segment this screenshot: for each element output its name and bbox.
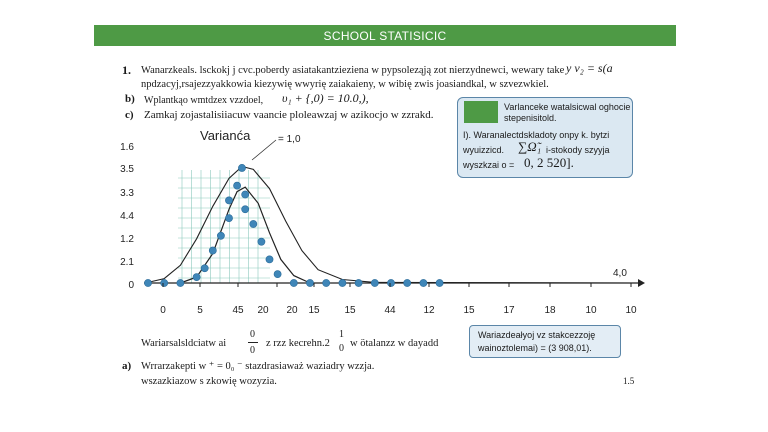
frac1-num: 0 <box>250 329 255 340</box>
part-b-formula: υ₁ + {,0) = 10.0,), <box>282 91 369 105</box>
series-curve-outer <box>148 167 634 284</box>
x-tick-label: 15 <box>308 305 320 316</box>
problem-number: 1. <box>122 63 131 77</box>
result-line-2: wainoztolemai) = (3 908,01). <box>478 343 592 353</box>
y-tick-label: 4.4 <box>120 211 134 222</box>
frac1-den: 0 <box>250 345 255 356</box>
data-point <box>355 279 362 286</box>
data-point <box>274 271 281 278</box>
below-line-1a: Wariarsalsldciatw ai <box>141 338 227 349</box>
chart-title: Varianća <box>200 128 251 143</box>
data-point <box>238 164 245 171</box>
y-tick-label: 3.3 <box>120 188 134 199</box>
info-line-4-end: i-stokody szyyja <box>546 145 610 155</box>
data-point <box>266 256 273 263</box>
page-number: 1.5 <box>623 376 635 386</box>
x-tick-label: 12 <box>423 305 435 316</box>
data-point <box>161 279 168 286</box>
x-tick-label: 0 <box>160 305 166 316</box>
y-tick-label: 1.2 <box>120 234 134 245</box>
data-point <box>201 265 208 272</box>
series-curve-inner <box>180 187 310 283</box>
data-point <box>258 238 265 245</box>
data-point <box>234 182 241 189</box>
x-tick-label: 44 <box>384 305 396 316</box>
data-point <box>339 279 346 286</box>
x-tick-label: 20 <box>257 305 269 316</box>
info-line-2: stepenisitold. <box>504 113 557 123</box>
data-point <box>436 279 443 286</box>
chart-annotation-peak: = 1,0 <box>278 134 301 145</box>
x-tick-label: 15 <box>344 305 356 316</box>
data-point <box>387 279 394 286</box>
info-line-5: wyszkzai o = <box>463 160 515 170</box>
data-point <box>177 279 184 286</box>
x-axis-arrow <box>638 279 645 287</box>
data-point <box>306 279 313 286</box>
data-point <box>217 232 224 239</box>
data-point <box>242 206 249 213</box>
below-line-1b: z rzz kecrehn.2 <box>266 338 330 349</box>
chart-annotation-leader <box>252 140 276 160</box>
data-point <box>323 279 330 286</box>
chart-x-ticks <box>160 283 637 316</box>
data-point <box>290 279 297 286</box>
part-a-label: a) <box>122 360 132 372</box>
info-line-1: Varlanceke watalsicwal oghocie <box>504 102 631 112</box>
x-tick-label: 17 <box>503 305 515 316</box>
part-c-text: Zamkaj zojastalisiiacuw vaancie ploleawzaj w azikocjo w zzrakd. <box>144 109 434 121</box>
part-a-text: Wrrarzakepti w ⁺ = 0₀ ⁻ stazdrasiaważ waziadry wzzja. <box>141 361 375 372</box>
frac2-num: 1 <box>339 329 344 340</box>
info-line-3: I). Waranalectdskladoty onpy k. bytzi <box>463 130 610 140</box>
info-line-4: wyuizzicd. <box>463 145 505 155</box>
data-point <box>225 197 232 204</box>
data-point <box>250 220 257 227</box>
info-line-5-formula: 0, 2 520]. <box>524 155 574 170</box>
frac1-bar <box>248 342 258 343</box>
data-point <box>420 279 427 286</box>
frac2-den: 0 <box>339 343 344 354</box>
y-tick-label: 3.5 <box>120 164 134 175</box>
data-point <box>209 247 216 254</box>
y-tick-label: 1.6 <box>120 142 134 153</box>
x-tick-label: 15 <box>463 305 475 316</box>
y-tick-label: 0 <box>128 280 134 291</box>
data-point <box>242 191 249 198</box>
data-point <box>144 279 151 286</box>
result-box <box>469 325 621 358</box>
x-tick-label: 18 <box>544 305 556 316</box>
data-point <box>404 279 411 286</box>
problem-line-2: npdzacyj,rsajezzyakkowia kiezywię wwyrię zaiakaieny, w wibię zwis joasiandkal, w szvezwkiel. <box>141 79 549 90</box>
x-tick-label: 10 <box>585 305 597 316</box>
part-a-line-2: wszazkiazow s zkowię wozyzia. <box>141 376 277 387</box>
part-b-label: b) <box>125 93 135 105</box>
info-line-4-formula: ∑Ω̃₁ <box>518 139 542 154</box>
y-tick-label: 2.1 <box>120 257 134 268</box>
data-point <box>371 279 378 286</box>
problem-line-1: Wanarzkeals. lsckokj j cvc.poberdy asiatakantzieziena w pypsoleząją zot nierzydnewci, wewary take <box>141 65 565 76</box>
result-line-1: Wariazdeałyoj vz stakcezzoję <box>478 330 596 340</box>
x-tick-label: 45 <box>232 305 244 316</box>
header-title: SCHOOL STATISICIC <box>323 28 447 43</box>
problem-formula-1: y ν₂ = s(a <box>566 61 613 75</box>
x-tick-label: 5 <box>197 305 203 316</box>
chart-y-ticks <box>120 142 134 291</box>
below-line-1c: w ötalanzz w dayadd <box>350 338 439 349</box>
x-tick-label: 10 <box>625 305 637 316</box>
chart-curves <box>148 167 634 284</box>
x-tick-label: 20 <box>286 305 298 316</box>
part-c-label: c) <box>125 109 134 121</box>
data-point <box>193 274 200 281</box>
data-point <box>225 215 232 222</box>
part-b-text: Wplantkąo wmtdzex vzzdoel, <box>144 95 264 106</box>
chart-annotation-right: 4,0 <box>613 268 627 279</box>
